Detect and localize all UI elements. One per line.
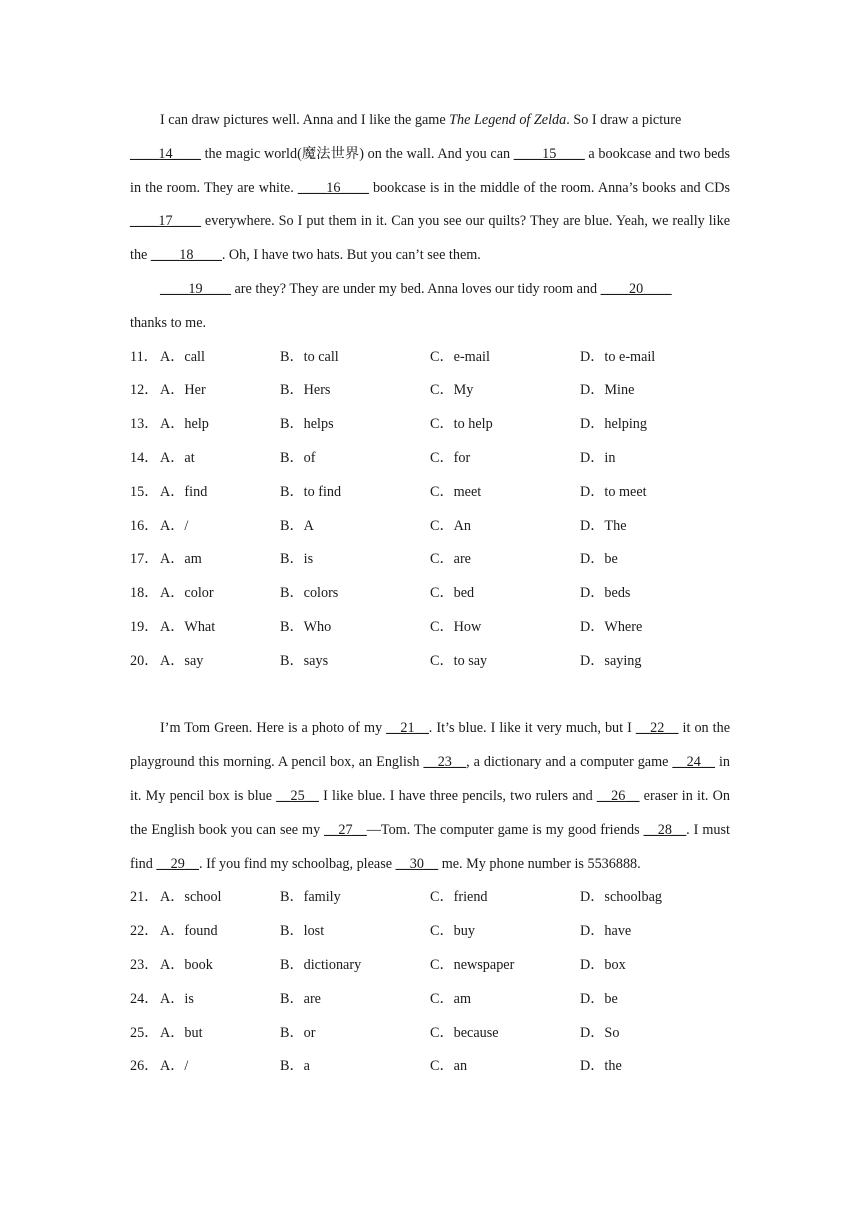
option-b: B．says [280, 652, 329, 669]
blank-24: __24__ [672, 754, 715, 771]
question-number: 13． [130, 416, 159, 433]
option-b: B．Hers [280, 382, 331, 399]
option-d: D．beds [580, 585, 631, 602]
option-a: A．What [160, 618, 216, 635]
option-a: A．color [160, 585, 214, 602]
option-d: D．The [580, 517, 627, 534]
option-d: D．Where [580, 618, 643, 635]
option-d: D．be [580, 551, 618, 568]
passage-text: are they? They are under my bed. Anna loves our tidy room and [230, 280, 601, 297]
question-number: 25． [130, 1024, 159, 1041]
passage-text: . It’s blue. I like it very much, but I [428, 720, 636, 737]
option-a: A．say [160, 652, 204, 669]
option-d: D．saying [580, 652, 642, 669]
question-number: 26． [130, 1058, 159, 1075]
blank-28: __28__ [643, 821, 687, 838]
question-number: 11． [130, 348, 158, 365]
option-d: D．helping [580, 416, 647, 433]
passage-text: bookcase is in the middle of the room. Anna’s books and CDs [368, 179, 730, 196]
question-number: 19． [130, 618, 159, 635]
question-number: 17． [130, 551, 159, 568]
blank-15: ____15____ [513, 145, 585, 162]
blank-29: __29__ [156, 855, 199, 872]
passage-text: —Tom. The computer game is my good friends [366, 821, 644, 838]
question-row [130, 510, 730, 544]
option-a: A．Her [160, 382, 206, 399]
option-d: D．the [580, 1058, 622, 1075]
option-c: C．an [430, 1058, 468, 1075]
passage-text: . I must find [130, 821, 730, 872]
option-a: A．/ [160, 517, 189, 534]
option-d: D．Mine [580, 382, 635, 399]
passage-text: . So I draw a picture [566, 112, 682, 128]
question-row [130, 341, 730, 375]
passage-2 [130, 712, 730, 881]
blank-19: ____19____ [160, 280, 231, 297]
option-a: A．call [160, 348, 205, 365]
question-list-2 [130, 881, 730, 1084]
question-row [130, 476, 730, 510]
option-a: A．am [160, 551, 202, 568]
question-number: 18． [130, 585, 159, 602]
option-a: A．find [160, 483, 208, 500]
option-d: D．So [580, 1024, 620, 1041]
blank-26: __26__ [596, 787, 640, 804]
document-page [130, 104, 730, 1084]
passage-text: I like blue. I have three pencils, two rulers and [318, 787, 597, 804]
passage-text: thanks to me. [130, 314, 207, 331]
passage-1-part-1 [130, 104, 730, 273]
option-c: C．newspaper [430, 956, 515, 973]
passage-text: everywhere. So I put them in it. Can you see our quilts? They are blue. Yeah, we really like the [130, 213, 730, 264]
option-c: C．My [430, 382, 474, 399]
blank-21: __21__ [386, 720, 429, 737]
blank-27: __27__ [324, 821, 367, 838]
question-row [130, 442, 730, 476]
option-c: C．How [430, 618, 482, 635]
option-a: A．at [160, 449, 195, 466]
blank-17: ____17____ [130, 213, 201, 230]
option-b: B．to call [280, 348, 339, 365]
option-a: A．book [160, 956, 213, 973]
question-number: 22． [130, 923, 159, 940]
option-d: D．to meet [580, 483, 647, 500]
question-number: 15． [130, 483, 159, 500]
option-b: B．Who [280, 618, 332, 635]
passage-text: a bookcase and two beds in the room. They are white. [130, 145, 730, 196]
passage-1-part-2 [130, 273, 730, 341]
question-row [130, 374, 730, 408]
passage-text: I’m Tom Green. Here is a photo of my [160, 720, 387, 737]
question-row [130, 983, 730, 1017]
question-row [130, 1017, 730, 1051]
option-b: B．are [280, 990, 321, 1007]
option-b: B．dictionary [280, 956, 362, 973]
question-number: 24． [130, 990, 159, 1007]
question-row [130, 645, 730, 679]
question-row [130, 543, 730, 577]
option-b: B．of [280, 449, 316, 466]
option-a: A．help [160, 416, 209, 433]
option-d: D．box [580, 956, 626, 973]
blank-14: ____14____ [130, 145, 201, 162]
option-b: B．to find [280, 483, 342, 500]
question-row [130, 1050, 730, 1084]
question-row [130, 577, 730, 611]
passage-text: it on the playground this morning. A pencil box, an English [130, 720, 731, 771]
blank-18: ____18____ [150, 247, 222, 264]
passage-text: eraser in it. On the English book you can see my [130, 787, 731, 838]
question-row [130, 611, 730, 645]
option-d: D．be [580, 990, 618, 1007]
option-c: C．meet [430, 483, 482, 500]
passage-text: me. My phone number is 5536888. [438, 855, 641, 872]
passage-text: the magic world(魔法世界) on the wall. And you can [200, 145, 514, 162]
blank-30: __30__ [395, 855, 439, 872]
question-number: 14． [130, 449, 159, 466]
passage-text: , a dictionary and a computer game [466, 754, 673, 771]
option-c: C．An [430, 517, 471, 534]
option-b: B．helps [280, 416, 334, 433]
question-row [130, 949, 730, 983]
option-c: C．buy [430, 923, 475, 940]
option-a: A．found [160, 923, 218, 940]
blank-22: __22__ [635, 720, 679, 737]
blank-20: ____20____ [600, 280, 672, 297]
blank-25: __25__ [276, 787, 319, 804]
option-b: B．A [280, 517, 314, 534]
passage-text: in it. My pencil box is blue [130, 754, 730, 804]
question-row [130, 881, 730, 915]
game-title: The Legend of Zelda [449, 112, 567, 128]
option-b: B．is [280, 551, 314, 568]
option-d: D．to e-mail [580, 348, 656, 365]
option-c: C．to say [430, 652, 488, 669]
option-c: C．bed [430, 585, 475, 602]
option-c: C．am [430, 990, 471, 1007]
option-c: C．for [430, 449, 471, 466]
option-a: A．school [160, 889, 222, 906]
question-row [130, 915, 730, 949]
option-a: A．/ [160, 1058, 189, 1075]
option-d: D．schoolbag [580, 889, 662, 906]
option-b: B．lost [280, 923, 325, 940]
option-b: B．or [280, 1024, 316, 1041]
option-c: C．are [430, 551, 471, 568]
blank-16: ____16____ [297, 179, 369, 196]
question-list-1 [130, 341, 730, 679]
option-d: D．in [580, 449, 616, 466]
passage-text: . Oh, I have two hats. But you can’t see them. [221, 247, 481, 264]
option-b: B．family [280, 889, 341, 906]
question-row [130, 408, 730, 442]
question-number: 21． [130, 889, 159, 906]
passage-text: I can draw pictures well. Anna and I like the game [160, 112, 450, 128]
option-c: C．e-mail [430, 348, 490, 365]
option-c: C．friend [430, 889, 488, 906]
option-d: D．have [580, 923, 632, 940]
question-number: 12． [130, 382, 159, 399]
option-c: C．to help [430, 416, 493, 433]
passage-text: . If you find my schoolbag, please [198, 855, 396, 872]
option-b: B．colors [280, 585, 339, 602]
option-b: B．a [280, 1058, 310, 1075]
option-a: A．but [160, 1024, 203, 1041]
question-number: 16． [130, 517, 159, 534]
question-number: 20． [130, 652, 159, 669]
blank-23: __23__ [423, 754, 467, 771]
option-a: A．is [160, 990, 194, 1007]
question-number: 23． [130, 956, 159, 973]
option-c: C．because [430, 1024, 499, 1041]
